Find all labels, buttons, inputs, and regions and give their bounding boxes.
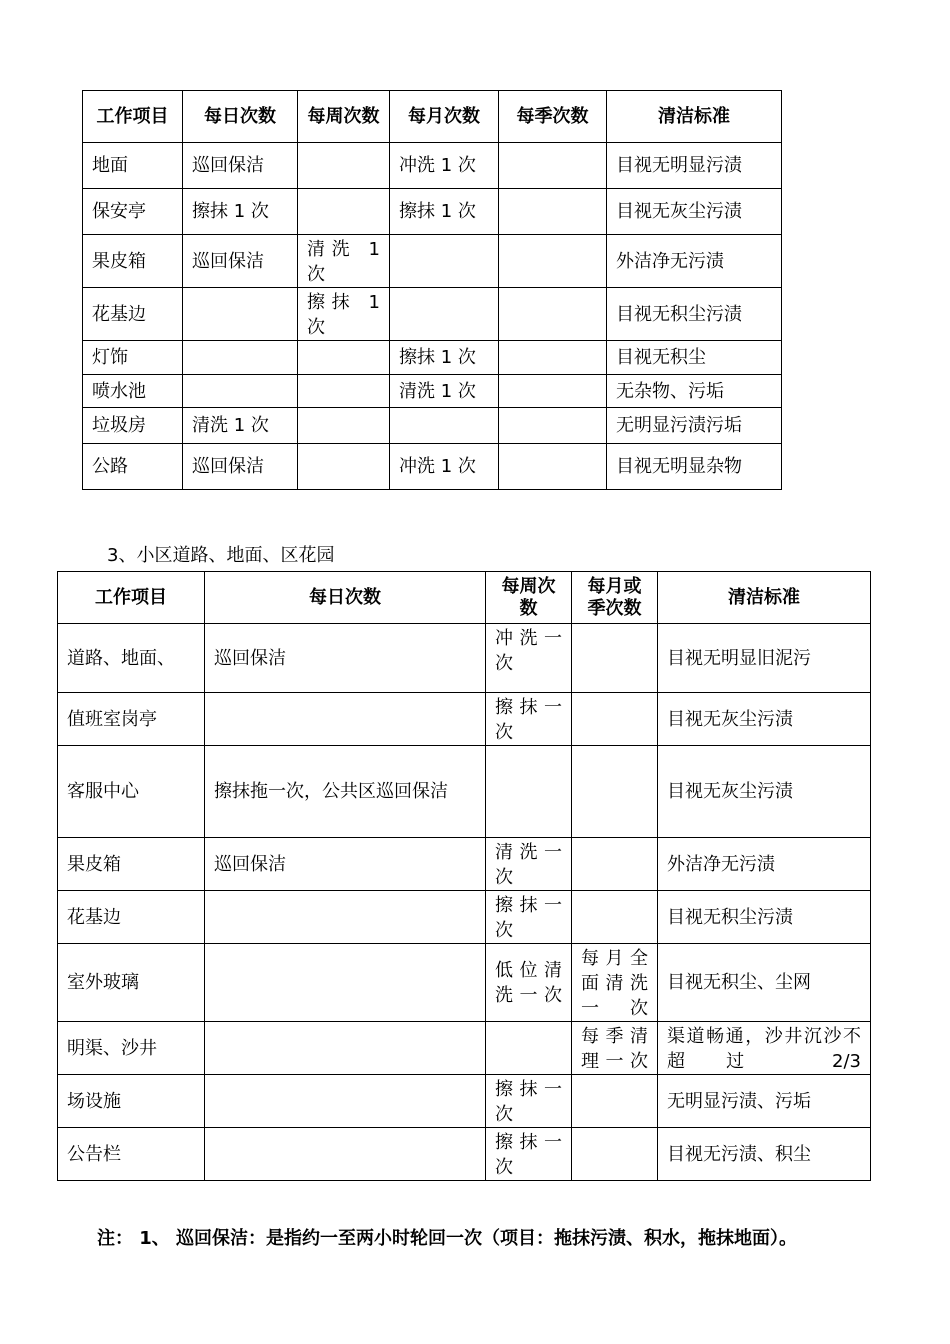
table-cell: 地面 [83, 143, 183, 189]
table-cell: 擦抹 1 次 [390, 189, 499, 235]
header-cell: 每周次数 [298, 91, 390, 143]
table-cell: 目视无灰尘污渍 [658, 746, 871, 838]
table-cell: 清洗 1 次 [183, 408, 298, 444]
table-cell: 擦抹一次 [486, 1128, 572, 1181]
table-row [58, 693, 871, 746]
table-cell: 室外玻璃 [58, 944, 205, 1022]
table-cell: 场设施 [58, 1075, 205, 1128]
table-cell [298, 375, 390, 408]
table-cell: 果皮箱 [58, 838, 205, 891]
table-cell [205, 1128, 486, 1181]
table-cell [499, 444, 607, 490]
table-cell [499, 143, 607, 189]
table-row [83, 375, 782, 408]
table-cell: 无杂物、污垢 [607, 375, 782, 408]
table-cell: 擦抹 1 次 [298, 288, 390, 341]
table-cell [572, 746, 658, 838]
header-cell: 清洁标准 [607, 91, 782, 143]
table-cell [298, 189, 390, 235]
table-cell: 外洁净无污渍 [607, 235, 782, 288]
table-cell [499, 375, 607, 408]
table-cell: 擦抹拖一次，公共区巡回保洁 [205, 746, 486, 838]
table-cell: 冲洗 1 次 [390, 143, 499, 189]
table-cell [572, 693, 658, 746]
table-row [83, 288, 782, 341]
table-cell: 巡回保洁 [183, 143, 298, 189]
table-cell: 目视无积尘、尘网 [658, 944, 871, 1022]
table-cell: 渠道畅通，沙井沉沙不超过 2/3 [658, 1022, 871, 1075]
table-cell: 目视无明显旧泥污 [658, 624, 871, 693]
table-cell [298, 444, 390, 490]
table-cell: 擦抹 1 次 [183, 189, 298, 235]
table-cell: 喷水池 [83, 375, 183, 408]
table-row [83, 408, 782, 444]
table-cell: 目视无积尘 [607, 341, 782, 375]
table-row [58, 944, 871, 1022]
table-cell: 保安亭 [83, 189, 183, 235]
table-row [83, 143, 782, 189]
table-cell [486, 746, 572, 838]
table-cell [183, 341, 298, 375]
table-cell [572, 1075, 658, 1128]
table-cell [390, 235, 499, 288]
table-cell [205, 944, 486, 1022]
table-cell [298, 408, 390, 444]
table-cell: 擦抹一次 [486, 891, 572, 944]
table-cell [390, 408, 499, 444]
table-cell: 值班室岗亭 [58, 693, 205, 746]
table-cell: 花基边 [83, 288, 183, 341]
table-cell [572, 838, 658, 891]
table-cell: 清洗 1 次 [390, 375, 499, 408]
table-cell: 目视无明显污渍 [607, 143, 782, 189]
table-cell [572, 891, 658, 944]
header-cell: 每月次数 [390, 91, 499, 143]
header-cell: 清洁标准 [658, 572, 871, 624]
table-cell: 公路 [83, 444, 183, 490]
cleaning-schedule-table-1 [82, 90, 782, 490]
table-cell: 目视无积尘污渍 [658, 891, 871, 944]
table-cell: 擦抹 1 次 [390, 341, 499, 375]
table-row [58, 1128, 871, 1181]
table-cell: 目视无明显杂物 [607, 444, 782, 490]
table-cell [183, 288, 298, 341]
table-row [58, 1022, 871, 1075]
footnote: 注： 1、 巡回保洁：是指约一至两小时轮回一次（项目：拖抹污渍、积水，拖抹地面）。 [97, 1228, 798, 1249]
table-row [58, 891, 871, 944]
table-cell: 目视无灰尘污渍 [607, 189, 782, 235]
table-row [58, 838, 871, 891]
table-cell: 巡回保洁 [183, 444, 298, 490]
table-cell: 清洗一次 [486, 838, 572, 891]
header-cell: 每日次数 [205, 572, 486, 624]
table-cell [499, 189, 607, 235]
table-header-row [58, 572, 871, 624]
table-cell: 巡回保洁 [205, 838, 486, 891]
table-cell: 擦抹一次 [486, 693, 572, 746]
table-row [83, 189, 782, 235]
table-cell: 灯饰 [83, 341, 183, 375]
table-cell: 每月全面清洗一次 [572, 944, 658, 1022]
table-cell [205, 693, 486, 746]
table-cell: 冲洗 1 次 [390, 444, 499, 490]
header-cell: 工作项目 [58, 572, 205, 624]
header-cell: 每月或季次数 [572, 572, 658, 624]
table-cell: 冲洗一次 [486, 624, 572, 693]
table-cell [205, 891, 486, 944]
table-header-row [83, 91, 782, 143]
table-row [58, 1075, 871, 1128]
table-cell: 巡回保洁 [205, 624, 486, 693]
table-cell: 目视无灰尘污渍 [658, 693, 871, 746]
table-cell: 巡回保洁 [183, 235, 298, 288]
header-cell: 每周次数 [486, 572, 572, 624]
table-cell: 每季清理一次 [572, 1022, 658, 1075]
cleaning-schedule-table-2 [57, 571, 871, 1181]
table-cell: 道路、地面、 [58, 624, 205, 693]
table-cell [499, 341, 607, 375]
table-cell [486, 1022, 572, 1075]
table-cell: 无明显污渍污垢 [607, 408, 782, 444]
table-row [58, 624, 871, 693]
table-cell [499, 288, 607, 341]
table-cell: 目视无污渍、积尘 [658, 1128, 871, 1181]
table-cell: 清洗 1 次 [298, 235, 390, 288]
section-heading: 3、小区道路、地面、区花园 [107, 545, 335, 566]
table-row [83, 235, 782, 288]
table-cell: 花基边 [58, 891, 205, 944]
header-cell: 工作项目 [83, 91, 183, 143]
table-cell [205, 1075, 486, 1128]
table-cell: 外洁净无污渍 [658, 838, 871, 891]
table-cell [205, 1022, 486, 1075]
table-cell: 明渠、沙井 [58, 1022, 205, 1075]
table-cell: 公告栏 [58, 1128, 205, 1181]
table-cell [298, 341, 390, 375]
table-row [83, 341, 782, 375]
header-cell: 每季次数 [499, 91, 607, 143]
table-cell [572, 624, 658, 693]
table-cell [390, 288, 499, 341]
table-cell: 客服中心 [58, 746, 205, 838]
table-row [58, 746, 871, 838]
table-cell [183, 375, 298, 408]
table-cell [499, 408, 607, 444]
table-cell: 擦抹一次 [486, 1075, 572, 1128]
table-cell [572, 1128, 658, 1181]
table-cell: 低位清洗一次 [486, 944, 572, 1022]
header-cell: 每日次数 [183, 91, 298, 143]
table-cell [499, 235, 607, 288]
table-cell: 目视无积尘污渍 [607, 288, 782, 341]
table-cell: 无明显污渍、污垢 [658, 1075, 871, 1128]
table-cell: 垃圾房 [83, 408, 183, 444]
table-cell: 果皮箱 [83, 235, 183, 288]
table-cell [298, 143, 390, 189]
table-row [83, 444, 782, 490]
